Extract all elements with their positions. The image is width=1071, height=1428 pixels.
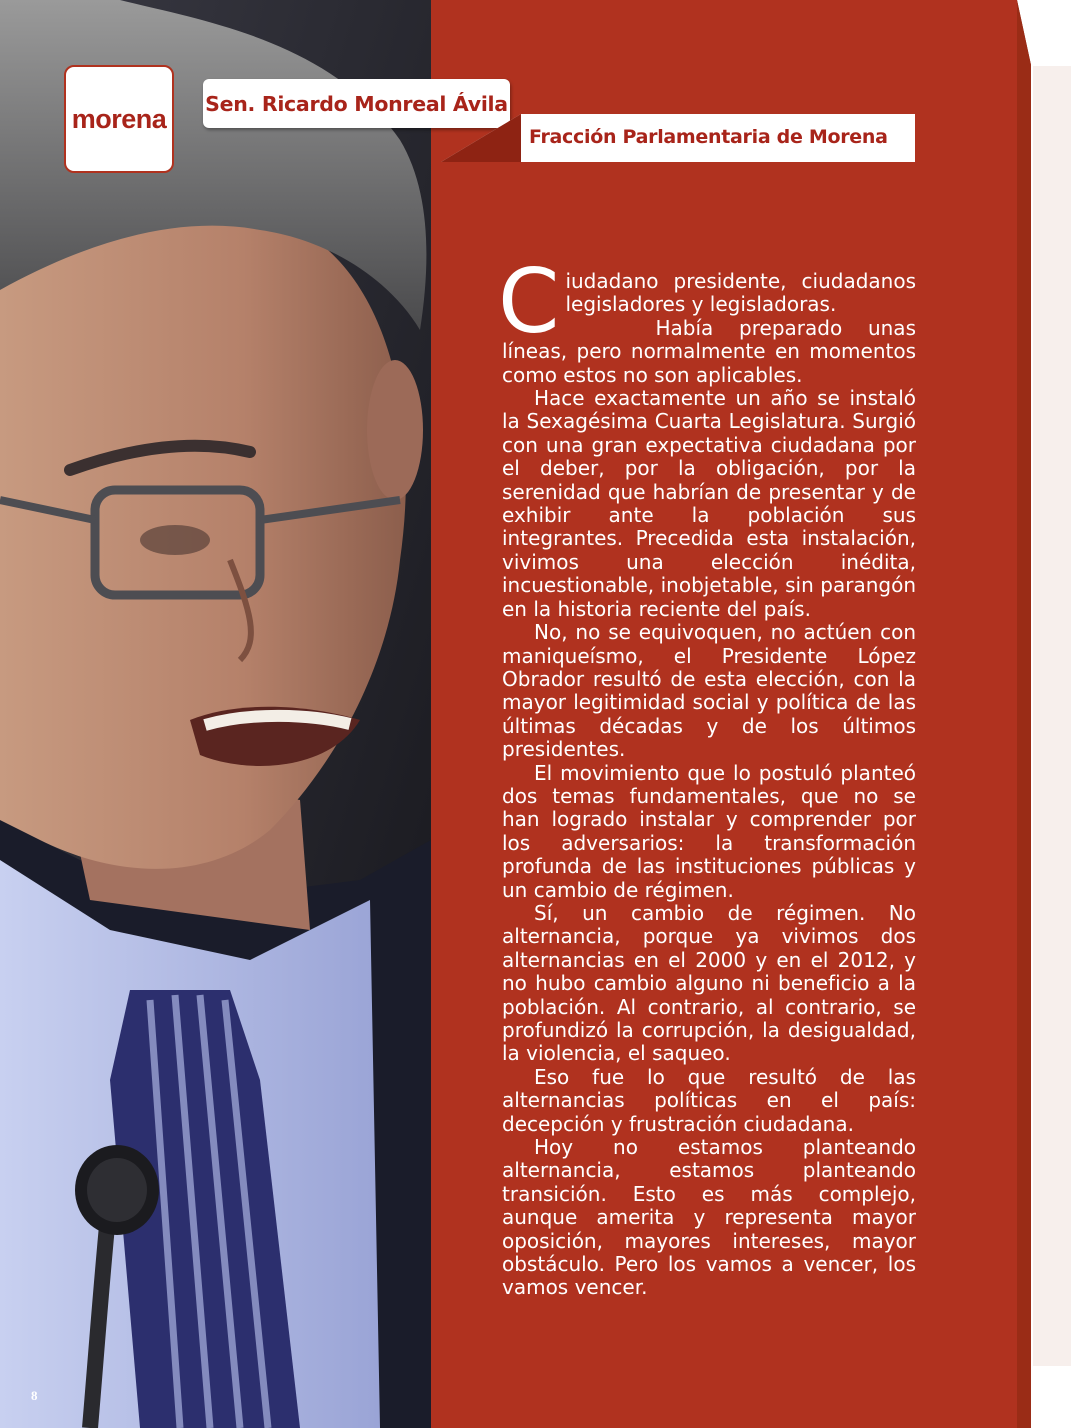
paragraph-5: Sí, un cambio de régimen. No alternancia, porque ya vivimos dos alternancias en el 2000 y en el 2012, y no hubo cambio alguno ni beneficio a la población. Al contrario, al contrario, se profundizó la corrupción, la desigualdad, la violencia, el saqueo. [502,900,916,1066]
page-spine [1017,0,1071,1428]
affiliation-box [441,112,915,162]
affiliation-text: Fracción Parlamentaria de Morena [529,126,888,148]
page-number: 8 [31,1388,38,1403]
morena-logo [64,65,174,173]
paragraph-1: Había preparado unas líneas, pero normalmente en momentos como estos no son aplicables. [502,315,916,387]
logo-text: morena [71,103,167,134]
paragraph-4: El movimiento que lo postuló planteó dos temas fundamentales, que no se han logrado instalar y comprender por los adversarios: la transformación profunda de las instituciones públicas y un cambio de régimen. [502,760,916,902]
paragraph-2: Hace exactamente un año se instaló la Sexagésima Cuarta Legislatura. Surgió con una gran expectativa ciudadana por el deber, por la obligación, por la serenidad que habrían de presentar y de exhibir ante la población sus integrantes. Precedida esta instalación, vivimos una elección inédita, incuestionable, inobjetable, sin parangón en la historia reciente del país. [502,386,916,621]
author-name: Sen. Ricardo Monreal Ávila [205,91,508,116]
paragraph-opening [498,250,916,387]
speech-text [498,250,916,1300]
speaker-photo [0,0,431,1428]
drop-cap: C [498,250,560,353]
paragraph-3: No, no se equivoquen, no actúen con maniqueísmo, el Presidente López Obrador resultó de esta elección, con la mayor legitimidad social y política de las últimas décadas y de los últimos presidentes. [502,620,916,762]
paragraph-7: Hoy no estamos planteando alternancia, estamos planteando transición. Esto es más complejo, aunque amerita y representa mayor oposición, mayores intereses, mayor obstáculo. Pero los vamos a vencer, los vamos vencer. [502,1135,916,1300]
opening-text: iudadano presidente, ciudadanos legisladores y legisladoras. [565,269,916,317]
paragraph-6: Eso fue lo que resultó de las alternancias políticas en el país: decepción y frustración ciudadana. [502,1064,916,1136]
